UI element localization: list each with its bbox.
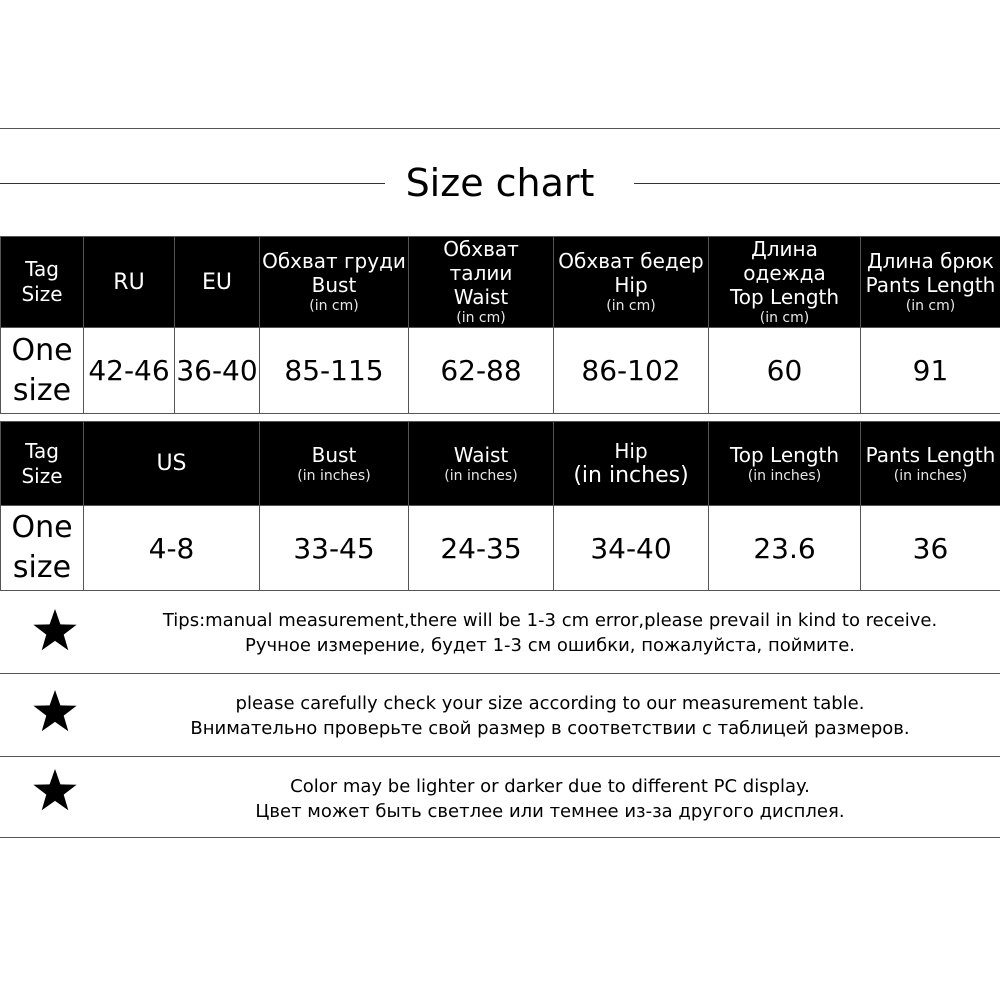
- value-ru: 42-46: [84, 328, 175, 414]
- value-bust-inch: 33-45: [260, 506, 409, 591]
- header-eu: EU: [175, 237, 260, 328]
- value-waist-inch: 24-35: [409, 506, 554, 591]
- inch-size-table: [0, 421, 1000, 591]
- value-hip-cm: 86-102: [554, 328, 709, 414]
- tip-item: [0, 590, 1000, 673]
- header-top-length-cm: Длина одежда Top Length (in cm): [709, 237, 861, 328]
- tag-size-one-size: One size: [1, 328, 84, 414]
- tip-text-en: Color may be lighter or darker due to different PC display.: [290, 776, 810, 797]
- value-top-length-inch: 23.6: [709, 506, 861, 591]
- inch-value-row: [1, 506, 1000, 591]
- header-top-length-inch: Top Length (in inches): [709, 422, 861, 506]
- star-icon: [32, 688, 78, 734]
- header-pants-length-inch: Pants Length (in inches): [861, 422, 1000, 506]
- tag-size-one-size-inch: One size: [1, 506, 84, 591]
- value-eu: 36-40: [175, 328, 260, 414]
- header-bust-cm: Обхват груди Bust (in cm): [260, 237, 409, 328]
- value-pants-length-inch: 36: [861, 506, 1000, 591]
- header-hip-cm: Обхват бедер Hip (in cm): [554, 237, 709, 328]
- tip-text-en: please carefully check your size according to our measurement table.: [235, 693, 865, 714]
- header-us: US: [84, 422, 260, 506]
- star-icon: [32, 607, 78, 653]
- header-bust-inch: Bust (in inches): [260, 422, 409, 506]
- tip-text-ru: Внимательно проверьте свой размер в соответствии с таблицей размеров.: [190, 718, 910, 739]
- value-hip-inch: 34-40: [554, 506, 709, 591]
- cm-size-table: [0, 236, 1000, 414]
- value-pants-length-cm: 91: [861, 328, 1000, 414]
- tip-text-en: Tips:manual measurement,there will be 1-3 cm error,please prevail in kind to receive.: [162, 610, 938, 631]
- page-title: Size chart: [392, 161, 609, 205]
- value-waist-cm: 62-88: [409, 328, 554, 414]
- value-bust-cm: 85-115: [260, 328, 409, 414]
- tip-item: [0, 673, 1000, 756]
- header-ru: RU: [84, 237, 175, 328]
- header-hip-inch: Hip (in inches): [554, 422, 709, 506]
- tip-item: [0, 756, 1000, 838]
- header-pants-length-cm: Длина брюк Pants Length (in cm): [861, 237, 1000, 328]
- header-tag-size: Tag Size: [1, 237, 84, 328]
- cm-header-row: [1, 237, 1000, 328]
- header-waist-inch: Waist (in inches): [409, 422, 554, 506]
- title-row: [0, 129, 1000, 236]
- cm-value-row: [1, 328, 1000, 414]
- star-icon: [32, 767, 78, 813]
- header-waist-cm: Обхват талии Waist (in cm): [409, 237, 554, 328]
- value-top-length-cm: 60: [709, 328, 861, 414]
- value-us: 4-8: [84, 506, 260, 591]
- inch-header-row: [1, 422, 1000, 506]
- tip-text-ru: Ручное измерение, будет 1-3 см ошибки, пожалуйста, поймите.: [245, 635, 855, 656]
- tip-text-ru: Цвет может быть светлее или темнее из-за другого дисплея.: [255, 801, 845, 822]
- header-tag-size-inch: Tag Size: [1, 422, 84, 506]
